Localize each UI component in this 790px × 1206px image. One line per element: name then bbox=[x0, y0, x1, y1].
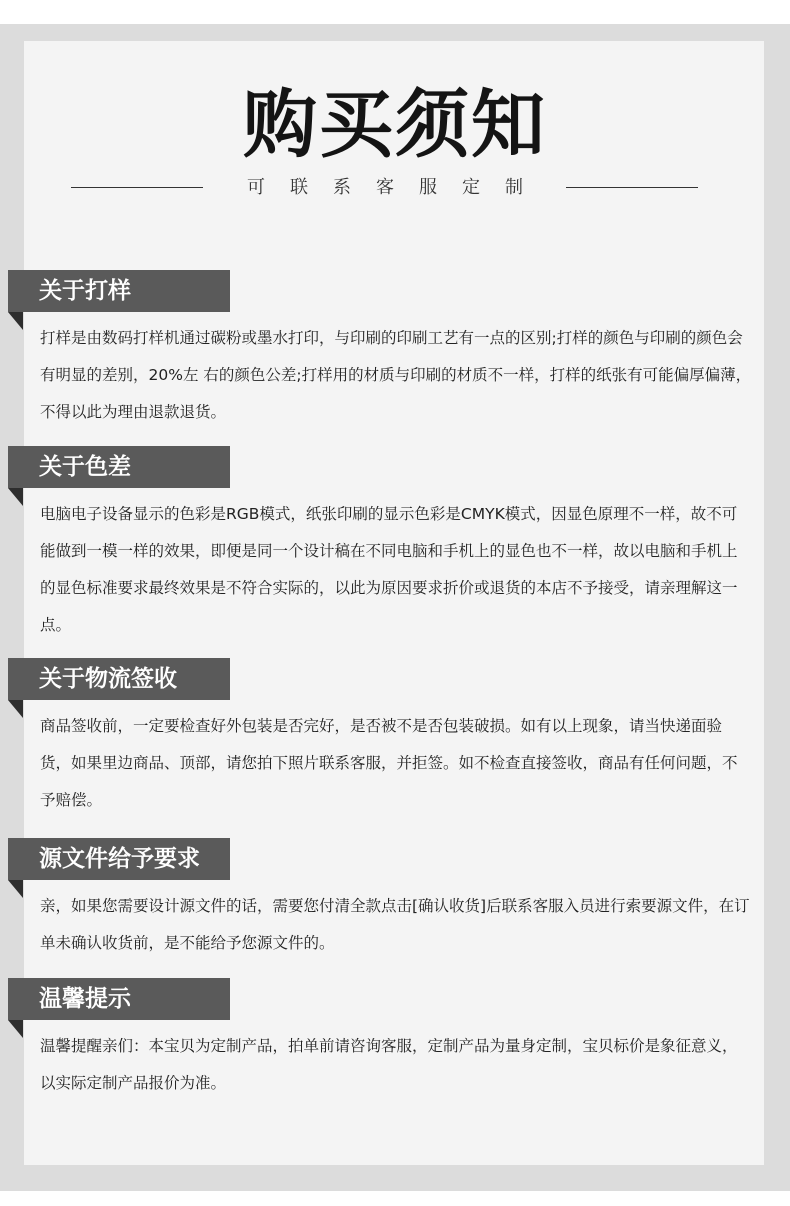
section-body: 电脑电子设备显示的色彩是RGB模式，纸张印刷的显示色彩是CMYK模式，因显色原理不一样，故不可能做到一模一样的效果，即便是同一个设计稿在不同电脑和手机上的显色也不一样，故以电脑和手机上的显色标准要求最终效果是不符合实际的，以此为原因要求折价或退货的本店不予接受，请亲理解这一点。 bbox=[40, 505, 738, 634]
subtitle-row bbox=[0, 174, 790, 202]
section-heading: 关于打样 bbox=[8, 270, 230, 312]
page-subtitle: 可联系客服定制 bbox=[247, 177, 548, 198]
section-body: 商品签收前，一定要检查好外包装是否完好，是否被不是否包装破损。如有以上现象，请当快递面验货，如果里边商品、顶部，请您拍下照片联系客服，并拒签。如不检查直接签收，商品有任何问题，不予赔偿。 bbox=[40, 717, 738, 809]
section-heading: 温馨提示 bbox=[8, 978, 230, 1020]
page-title: 购买须知 bbox=[243, 82, 547, 168]
section-body: 打样是由数码打样机通过碳粉或墨水打印，与印刷的印刷工艺有一点的区别;打样的颜色与印刷的颜色会有明显的差别，20%左 右的颜色公差;打样用的材质与印刷的材质不一样，打样的纸张有可能偏厚偏薄，不得以此为理由退款退货。 bbox=[40, 329, 752, 421]
section-heading-fold bbox=[8, 700, 23, 718]
section-body: 温馨提醒亲们：本宝贝为定制产品，拍单前请咨询客服，定制产品为量身定制，宝贝标价是象征意义，以实际定制产品报价为准。 bbox=[40, 1037, 738, 1092]
section-heading: 关于物流签收 bbox=[8, 658, 230, 700]
section-heading-fold bbox=[8, 488, 23, 506]
subtitle-divider-left bbox=[71, 187, 203, 188]
section-heading-fold bbox=[8, 1020, 23, 1038]
section-heading-fold bbox=[8, 312, 23, 330]
section-body: 亲，如果您需要设计源文件的话，需要您付清全款点击[确认收货]后联系客服入员进行索要源文件，在订单未确认收货前，是不能给予您源文件的。 bbox=[40, 897, 750, 952]
section-heading: 关于色差 bbox=[8, 446, 230, 488]
section-heading-fold bbox=[8, 880, 23, 898]
subtitle-divider-right bbox=[566, 187, 698, 188]
section-heading: 源文件给予要求 bbox=[8, 838, 230, 880]
